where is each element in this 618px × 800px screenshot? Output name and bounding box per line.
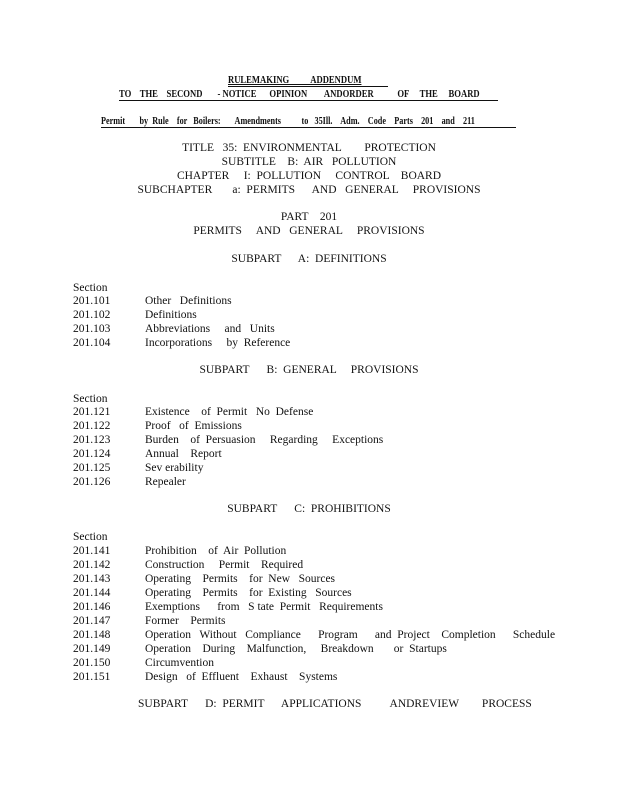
section-title: Proof of Emissions (145, 420, 242, 432)
subpart-c-heading: SUBPART C: PROHIBITIONS (227, 503, 391, 515)
header-line-3: Permit by Rule for Boilers: Amendments to 35Ill. Adm. Code Parts 201 and 211 (101, 116, 475, 127)
section-number: 201.151 (73, 671, 111, 683)
chapter-line: CHAPTER I: POLLUTION CONTROL BOARD (176, 170, 442, 182)
section-title: Sev erability (145, 462, 204, 474)
subpart-b-heading: SUBPART B: GENERAL PROVISIONS (199, 364, 419, 376)
subpart-c-section-label: Section (73, 531, 108, 543)
section-title: Other Definitions (145, 295, 232, 307)
section-number: 201.122 (73, 420, 111, 432)
subpart-d-heading: SUBPART D: PERMIT APPLICATIONS ANDREVIEW PROCESS (138, 698, 532, 710)
section-title: Definitions (145, 309, 197, 321)
section-number: 201.144 (73, 587, 111, 599)
section-title: Design of Effluent Exhaust Systems (145, 671, 338, 683)
section-number: 201.124 (73, 448, 111, 460)
header-rule-2 (119, 100, 498, 101)
title-line: TITLE 35: ENVIRONMENTAL PROTECTION (182, 142, 436, 154)
subtitle-line: SUBTITLE B: AIR POLLUTION (221, 156, 397, 168)
section-number: 201.104 (73, 337, 111, 349)
section-number: 201.101 (73, 295, 111, 307)
subpart-a-section-label: Section (73, 282, 108, 294)
section-title: Construction Permit Required (145, 559, 304, 571)
part-line: PART 201 (280, 211, 338, 223)
section-title: Former Permits (145, 615, 226, 627)
section-number: 201.143 (73, 573, 111, 585)
section-number: 201.146 (73, 601, 111, 613)
part-name-line: PERMITS AND GENERAL PROVISIONS (193, 225, 425, 237)
section-title: Incorporations by Reference (145, 337, 291, 349)
section-title: Abbreviations and Units (145, 323, 275, 335)
section-title: Annual Report (145, 448, 222, 460)
header-line-2: TO THE SECOND - NOTICE OPINION ANDORDER OF THE BOARD (119, 89, 480, 100)
section-number: 201.149 (73, 643, 111, 655)
subpart-b-section-label: Section (73, 393, 108, 405)
header-line-1: RULEMAKING ADDENDUM (228, 75, 362, 86)
section-number: 201.150 (73, 657, 111, 669)
section-title: Operation Without Compliance Program and Project Completion Schedule (145, 629, 556, 641)
section-number: 201.121 (73, 406, 111, 418)
section-title: Prohibition of Air Pollution (145, 545, 287, 557)
section-title: Circumvention (145, 657, 214, 669)
section-number: 201.125 (73, 462, 111, 474)
section-title: Operating Permits for New Sources (145, 573, 336, 585)
header-rule-3 (101, 127, 516, 128)
section-number: 201.147 (73, 615, 111, 627)
section-title: Burden of Persuasion Regarding Exceptions (145, 434, 384, 446)
section-number: 201.148 (73, 629, 111, 641)
section-number: 201.103 (73, 323, 111, 335)
section-title: Existence of Permit No Defense (145, 406, 314, 418)
subpart-a-heading: SUBPART A: DEFINITIONS (231, 253, 387, 265)
section-number: 201.126 (73, 476, 111, 488)
section-title: Operation During Malfunction, Breakdown or Startups (145, 643, 447, 655)
section-title: Repealer (145, 476, 186, 488)
subchapter-line: SUBCHAPTER a: PERMITS AND GENERAL PROVISIONS (137, 184, 481, 196)
section-number: 201.102 (73, 309, 111, 321)
section-title: Exemptions from S tate Permit Requirements (145, 601, 383, 613)
section-number: 201.141 (73, 545, 111, 557)
section-number: 201.142 (73, 559, 111, 571)
header-rule-1 (228, 86, 388, 87)
section-title: Operating Permits for Existing Sources (145, 587, 352, 599)
section-number: 201.123 (73, 434, 111, 446)
